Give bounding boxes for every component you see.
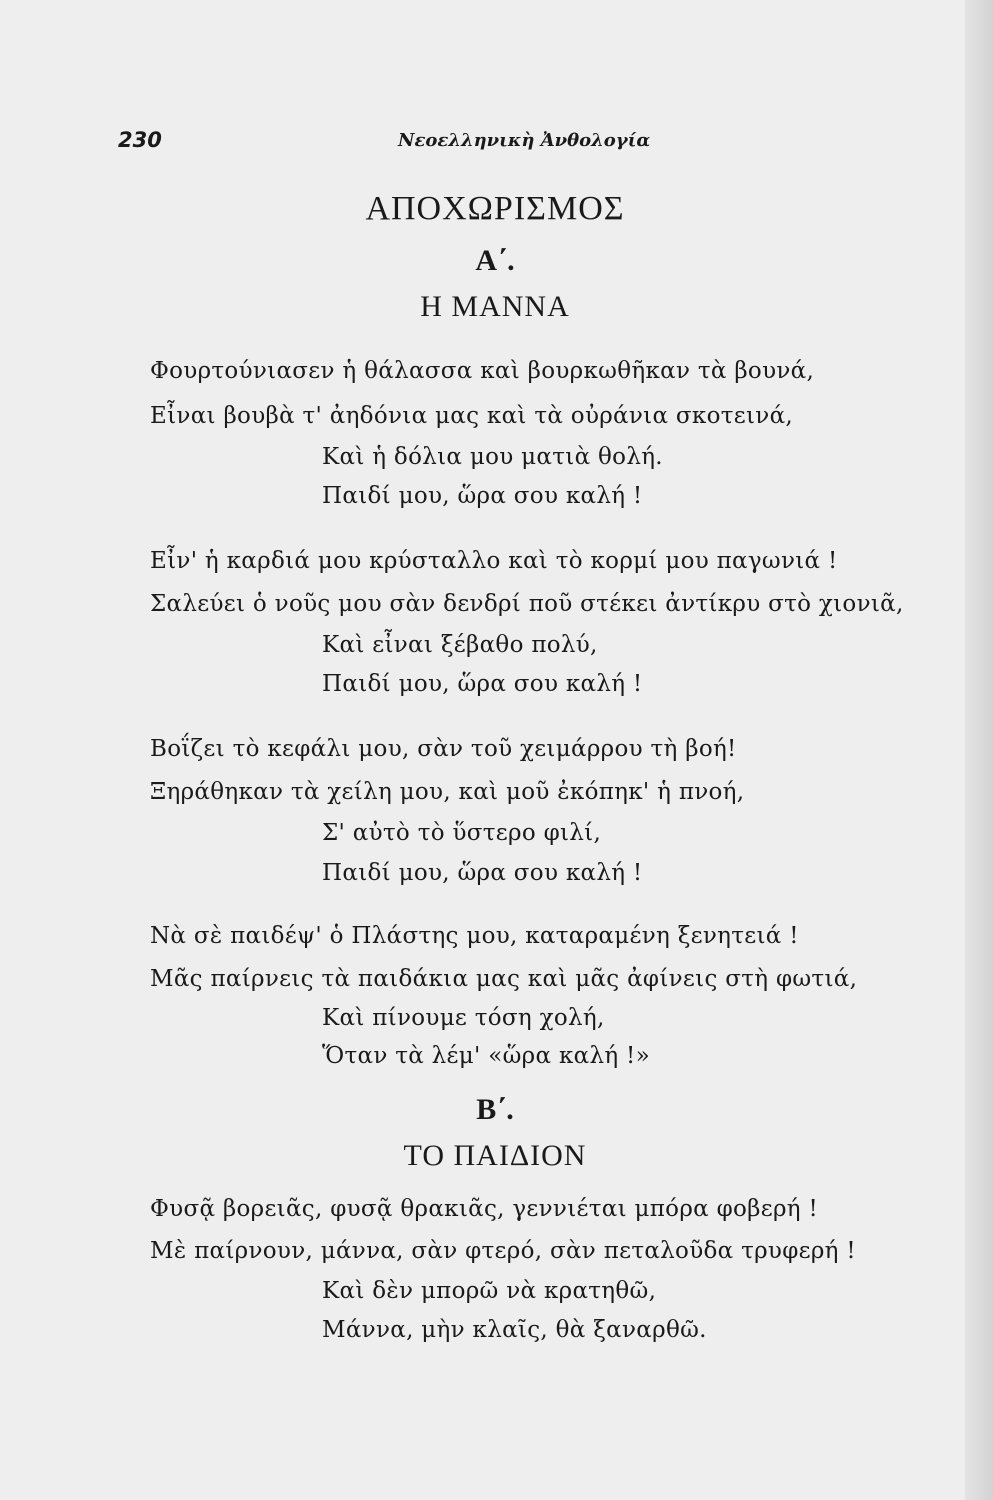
verse-line: Σαλεύει ὁ νοῦς μου σὰν δενδρί ποῦ στέκει ἀντίκρυ στὸ χιονιᾶ, (150, 591, 904, 617)
verse-line: Μάννα, μὴν κλαῖς, θὰ ξαναρθῶ. (322, 1317, 707, 1343)
verse-line: Ὅταν τὰ λέμ' «ὥρα καλή !» (322, 1043, 650, 1069)
verse-line: Καὶ πίνουμε τόση χολή, (322, 1005, 605, 1031)
section-title: Η ΜΑΝΝΑ (420, 290, 570, 323)
running-head (118, 128, 818, 158)
section-title: ΤΟ ΠΑΙΔΙΟΝ (403, 1139, 587, 1172)
verse-line: Νὰ σὲ παιδέψ' ὁ Πλάστης μου, καταραμένη ξενητειά ! (150, 923, 799, 949)
section-number: Β΄. (476, 1093, 514, 1126)
section-number: Α΄. (475, 244, 515, 277)
book-title: Νεοελληνικὴ Ἀνθολογία (398, 130, 651, 151)
verse-line: Φυσᾷ βορειᾶς, φυσᾷ θρακιᾶς, γεννιέται μπόρα φοβερή ! (150, 1196, 819, 1222)
page-number: 230 (118, 128, 162, 152)
verse-line: Παιδί μου, ὥρα σου καλή ! (322, 483, 643, 509)
verse-line: Καὶ εἶναι ξέβαθο πολύ, (322, 632, 598, 658)
verse-line: Μὲ παίρνουν, μάννα, σὰν φτερό, σὰν πεταλοῦδα τρυφερή ! (150, 1238, 856, 1264)
verse-line: Καὶ δὲν μπορῶ νὰ κρατηθῶ, (322, 1278, 657, 1304)
verse-line: Σ' αὐτὸ τὸ ὕστερο φιλί, (322, 820, 602, 846)
verse-line: Μᾶς παίρνεις τὰ παιδάκια μας καὶ μᾶς ἀφίνεις στὴ φωτιά, (150, 966, 858, 992)
verse-line: Παιδί μου, ὥρα σου καλή ! (322, 860, 643, 886)
verse-line: Εἶν' ἡ καρδιά μου κρύσταλλο καὶ τὸ κορμί μου παγωνιά ! (150, 548, 838, 574)
page-edge (965, 0, 993, 1500)
verse-line: Εἶναι βουβὰ τ' ἀηδόνια μας καὶ τὰ οὐράνια σκοτεινά, (150, 403, 794, 429)
verse-line: Καὶ ἡ δόλια μου ματιὰ θολή. (322, 444, 663, 470)
poem-title: ΑΠΟΧΩΡΙΣΜΟΣ (365, 190, 625, 227)
verse-line: Ξηράθηκαν τὰ χείλη μου, καὶ μοῦ ἐκόπηκ' ἡ πνοή, (150, 779, 745, 805)
verse-line: Φουρτούνιασεν ἡ θάλασσα καὶ βουρκωθῆκαν τὰ βουνά, (150, 358, 815, 384)
verse-line: Βοΐζει τὸ κεφάλι μου, σὰν τοῦ χειμάρρου τὴ βοή! (150, 736, 737, 762)
verse-line: Παιδί μου, ὥρα σου καλή ! (322, 671, 643, 697)
